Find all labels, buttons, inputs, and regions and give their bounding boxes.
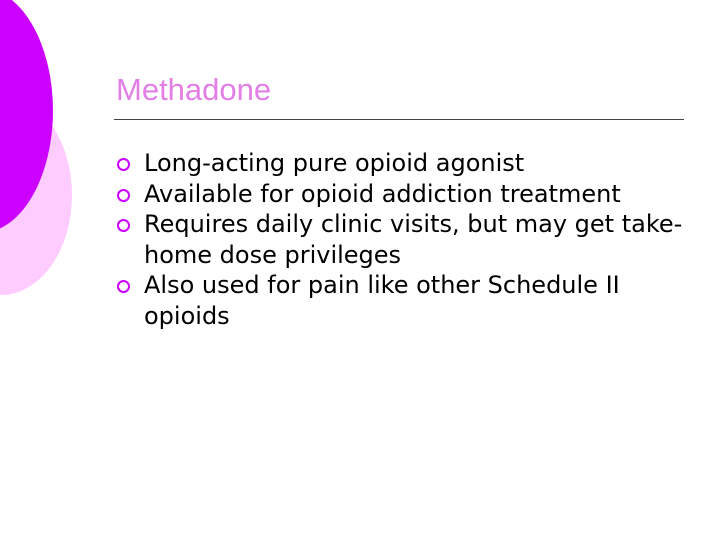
bullet-item [116,270,686,331]
hollow-circle-icon [117,219,130,232]
bullet-item [116,209,686,270]
hollow-circle-icon [117,189,130,202]
bullet-text: Long-acting pure opioid agonist [144,149,525,177]
hollow-circle-icon [117,280,130,293]
bullet-text: Available for opioid addiction treatment [144,179,621,208]
bullet-list [116,148,686,331]
hollow-circle-icon [117,158,130,171]
bullet-item [116,179,686,210]
slide-title: Methadone [116,72,272,107]
bullet-text: Also used for pain like other Schedule II opioids [144,271,620,330]
title-divider [114,119,684,120]
bullet-text: Requires daily clinic visits, but may get take-home dose privileges [144,210,683,269]
bullet-item [116,148,686,179]
